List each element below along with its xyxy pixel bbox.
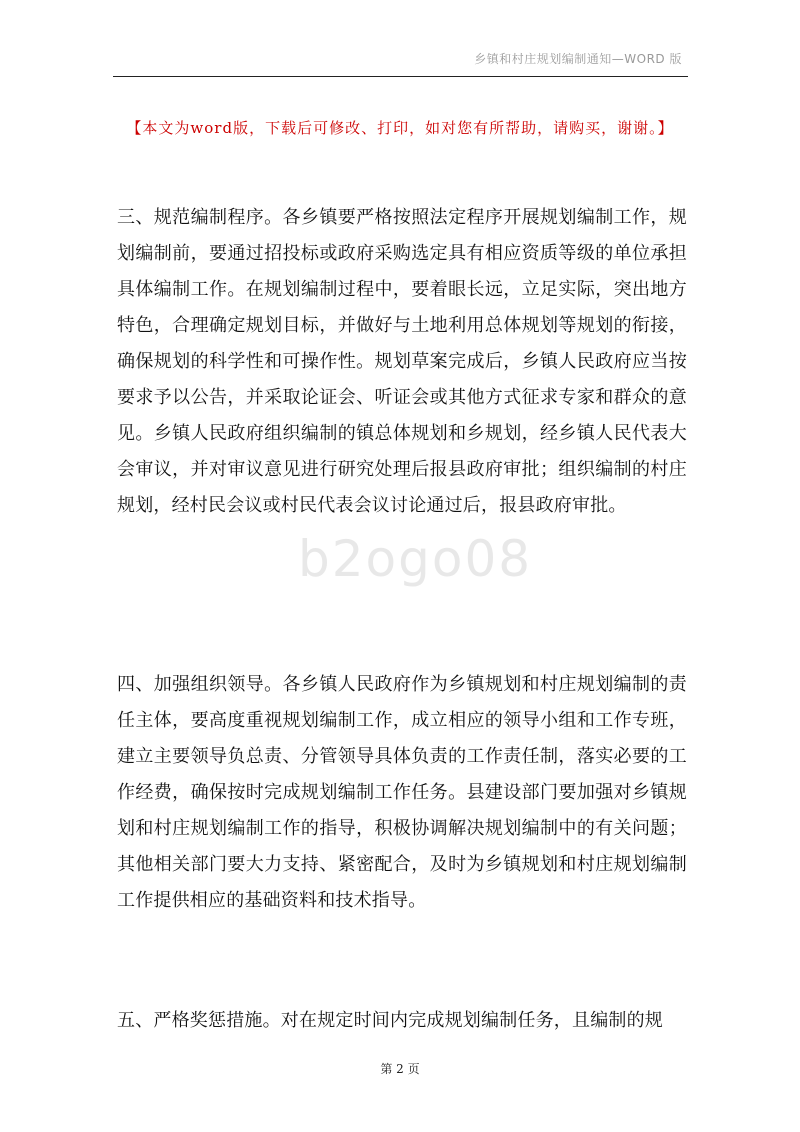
- paragraph-section-3: 三、规范编制程序。各乡镇要严格按照法定程序开展规划编制工作，规划编制前，要通过招投标或政府采购选定具有相应资质等级的单位承担具体编制工作。在规划编制过程中，要着眼长远，立足实际，突出地方特色，合理确定规划目标，并做好与土地利用总体规划等规划的衔接，确保规划的科学性和可操作性。规划草案完成后，乡镇人民政府应当按要求予以公告，并采取论证会、听证会或其他方式征求专家和群众的意见。乡镇人民政府组织编制的镇总体规划和乡规划，经乡镇人民代表大会审议，并对审议意见进行研究处理后报县政府审批；组织编制的村庄规划，经村民会议或村民代表会议讨论通过后，报县政府审批。: [117, 207, 687, 516]
- purchase-notice: 【本文为word版，下载后可修改、打印，如对您有所帮助，请购买，谢谢。】: [126, 119, 674, 137]
- paragraph-section-4: 四、加强组织领导。各乡镇人民政府作为乡镇规划和村庄规划编制的责任主体，要高度重视规划编制工作，成立相应的领导小组和工作专班，建立主要领导负总责、分管领导具体负责的工作责任制，落实必要的工作经费，确保按时完成规划编制工作任务。县建设部门要加强对乡镇规划和村庄规划编制工作的指导，积极协调解决规划编制中的有关问题；其他相关部门要大力支持、紧密配合，及时为乡镇规划和村庄规划编制工作提供相应的基础资料和技术指导。: [117, 674, 687, 911]
- header-divider: [113, 76, 688, 77]
- paragraph-section-5: 五、严格奖惩措施。对在规定时间内完成规划编制任务，且编制的规: [117, 1010, 663, 1031]
- watermark: b2ogo08: [298, 530, 533, 588]
- running-header: 乡镇和村庄规划编制通知—WORD 版: [474, 52, 682, 66]
- page-number: 第 2 页: [380, 1062, 420, 1076]
